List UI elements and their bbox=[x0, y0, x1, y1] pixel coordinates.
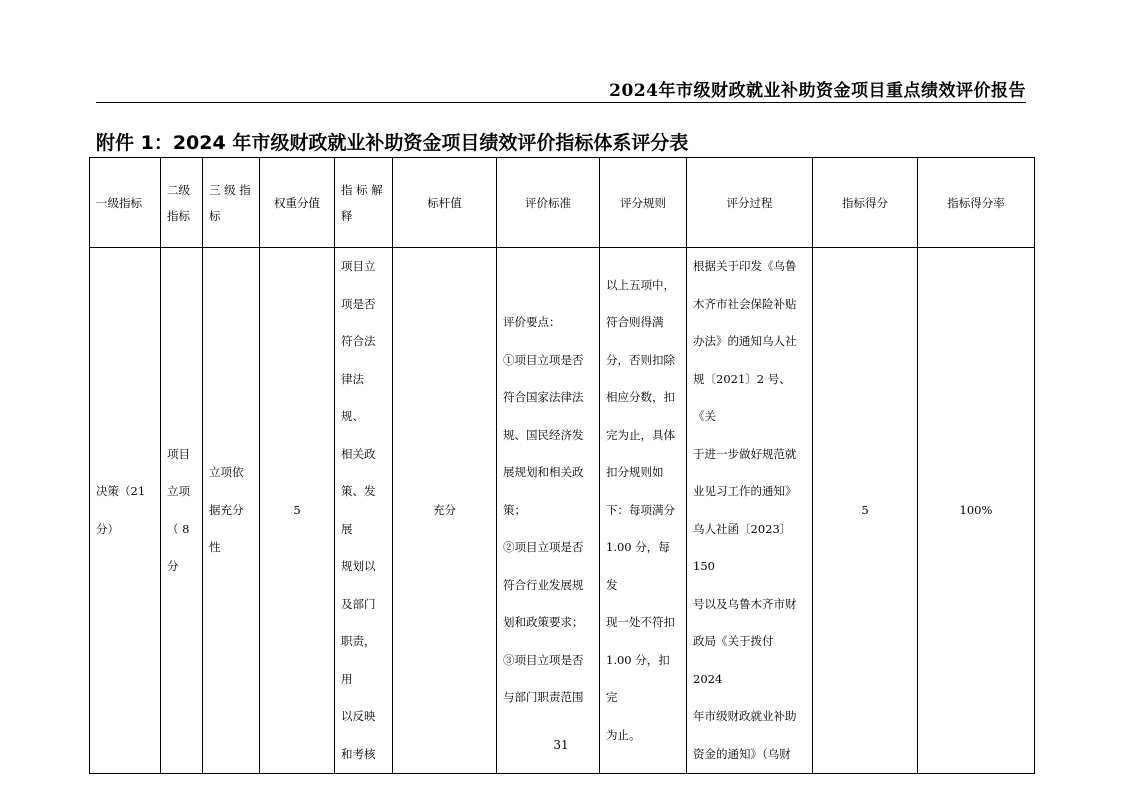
cell-explanation-line: 策、发展 bbox=[341, 484, 376, 536]
cell-rules-line: 下：每项满分 bbox=[606, 502, 675, 517]
cell-process-line: 根据关于印发《乌鲁 bbox=[693, 259, 797, 273]
cell-level3-line: 性 bbox=[209, 540, 221, 555]
cell-rules-line: 分，否则扣除 bbox=[606, 352, 675, 367]
cell-rules-line: 以上五项中， bbox=[606, 277, 675, 292]
cell-criteria-line: 符合行业发展规 bbox=[503, 577, 584, 592]
cell-rules-line: 1.00 分，每发 bbox=[606, 540, 670, 592]
header-level3 bbox=[203, 158, 260, 248]
cell-explanation-line: 项是否 bbox=[341, 296, 376, 311]
report-header-title: 2024年市级财政就业补助资金项目重点绩效评价报告 bbox=[609, 81, 1026, 101]
cell-rules bbox=[600, 248, 687, 774]
table-row bbox=[90, 248, 1035, 774]
header-level3-line1: 三 级 指 bbox=[209, 182, 251, 197]
cell-process-line: 政局《关于拨付 2024 bbox=[693, 634, 774, 686]
cell-level2-line: 分 bbox=[167, 559, 179, 573]
cell-explanation bbox=[335, 248, 393, 774]
header-divider bbox=[96, 102, 1026, 103]
cell-rules-line: 扣分规则如 bbox=[606, 465, 664, 480]
header-explanation bbox=[335, 158, 393, 248]
cell-explanation-line: 规划以 bbox=[341, 559, 376, 573]
cell-level1-line1: 决策（21 bbox=[96, 484, 146, 498]
cell-weight: 5 bbox=[260, 248, 335, 774]
cell-explanation-line: 以反映 bbox=[341, 709, 376, 723]
header-score-rate: 指标得分率 bbox=[918, 158, 1035, 248]
cell-criteria-line: ②项目立项是否 bbox=[503, 540, 584, 555]
document-title: 附件 1：2024 年市级财政就业补助资金项目绩效评价指标体系评分表 bbox=[96, 132, 689, 154]
cell-benchmark: 充分 bbox=[393, 248, 497, 774]
header-explanation-line2: 释 bbox=[341, 208, 353, 223]
cell-rules-line: 1.00 分，扣完 bbox=[606, 652, 670, 705]
cell-score-rate: 100% bbox=[918, 248, 1035, 774]
cell-criteria-line: 与部门职责范围 bbox=[503, 690, 584, 705]
cell-criteria-line: ①项目立项是否 bbox=[503, 352, 584, 367]
cell-process-line: 规〔2021〕2 号、《关 bbox=[693, 371, 791, 423]
cell-process bbox=[687, 248, 813, 774]
cell-level2-line: （ 8 bbox=[167, 521, 190, 536]
cell-explanation-line: 律法规、 bbox=[341, 371, 364, 423]
cell-level3-line: 立项依 bbox=[209, 465, 244, 480]
header-score: 指标得分 bbox=[813, 158, 918, 248]
cell-process-line: 于进一步做好规范就 bbox=[693, 446, 797, 461]
cell-criteria-line: 符合国家法律法 bbox=[503, 390, 584, 405]
cell-process-line: 号以及乌鲁木齐市财 bbox=[693, 596, 797, 611]
cell-explanation-line: 及部门 bbox=[341, 596, 376, 611]
cell-level2 bbox=[161, 248, 203, 774]
cell-criteria-line: 评价要点： bbox=[503, 315, 561, 330]
header-criteria: 评价标准 bbox=[497, 158, 600, 248]
cell-rules-line: 符合则得满 bbox=[606, 315, 664, 330]
header-level2 bbox=[161, 158, 203, 248]
header-level1: 一级指标 bbox=[90, 158, 161, 248]
cell-process-line: 木齐市社会保险补贴 bbox=[693, 296, 797, 311]
cell-level2-line: 项目 bbox=[167, 446, 190, 461]
header-explanation-line1: 指 标 解 bbox=[341, 182, 383, 197]
header-rules: 评分规则 bbox=[600, 158, 687, 248]
cell-score: 5 bbox=[813, 248, 918, 774]
cell-explanation-line: 符合法 bbox=[341, 334, 376, 348]
cell-criteria-line: 策； bbox=[503, 502, 526, 517]
cell-rules-line: 相应分数，扣 bbox=[606, 390, 675, 405]
header-level3-line2: 标 bbox=[209, 208, 221, 223]
cell-level1-line2: 分） bbox=[96, 521, 119, 536]
cell-process-line: 业见习工作的通知》 bbox=[693, 484, 797, 498]
header-level2-line2: 指标 bbox=[167, 208, 190, 223]
header-process: 评分过程 bbox=[687, 158, 813, 248]
cell-rules-line: 完为止，具体 bbox=[606, 427, 675, 442]
cell-explanation-line: 和考核 bbox=[341, 746, 376, 761]
cell-process-line: 年市级财政就业补助 bbox=[693, 709, 797, 723]
cell-criteria-line: 划和政策要求； bbox=[503, 615, 584, 630]
cell-process-line: 办法》的通知乌人社 bbox=[693, 334, 797, 348]
page-number: 31 bbox=[553, 738, 569, 752]
cell-criteria bbox=[497, 248, 600, 774]
cell-level3-line: 据充分 bbox=[209, 502, 244, 517]
cell-process-line: 乌人社函〔2023〕150 bbox=[693, 521, 792, 573]
cell-explanation-line: 职责，用 bbox=[341, 634, 376, 686]
cell-criteria-line: ③项目立项是否 bbox=[503, 652, 584, 667]
cell-explanation-line: 项目立 bbox=[341, 259, 376, 273]
cell-criteria-line: 展规划和相关政 bbox=[503, 465, 584, 480]
table-header-row bbox=[90, 158, 1035, 248]
header-level2-line1: 二级 bbox=[167, 182, 190, 197]
cell-explanation-line: 相关政 bbox=[341, 446, 376, 461]
cell-rules-line: 为止。 bbox=[606, 727, 641, 742]
header-benchmark: 标杆值 bbox=[393, 158, 497, 248]
cell-level3 bbox=[203, 248, 260, 774]
cell-rules-line: 现一处不符扣 bbox=[606, 615, 675, 630]
cell-level1 bbox=[90, 248, 161, 774]
scoring-table bbox=[89, 157, 1035, 774]
cell-process-line: 资金的通知》（乌财 bbox=[693, 746, 791, 761]
cell-criteria-line: 规、国民经济发 bbox=[503, 427, 584, 442]
cell-level2-line: 立项 bbox=[167, 484, 190, 498]
header-weight: 权重分值 bbox=[260, 158, 335, 248]
